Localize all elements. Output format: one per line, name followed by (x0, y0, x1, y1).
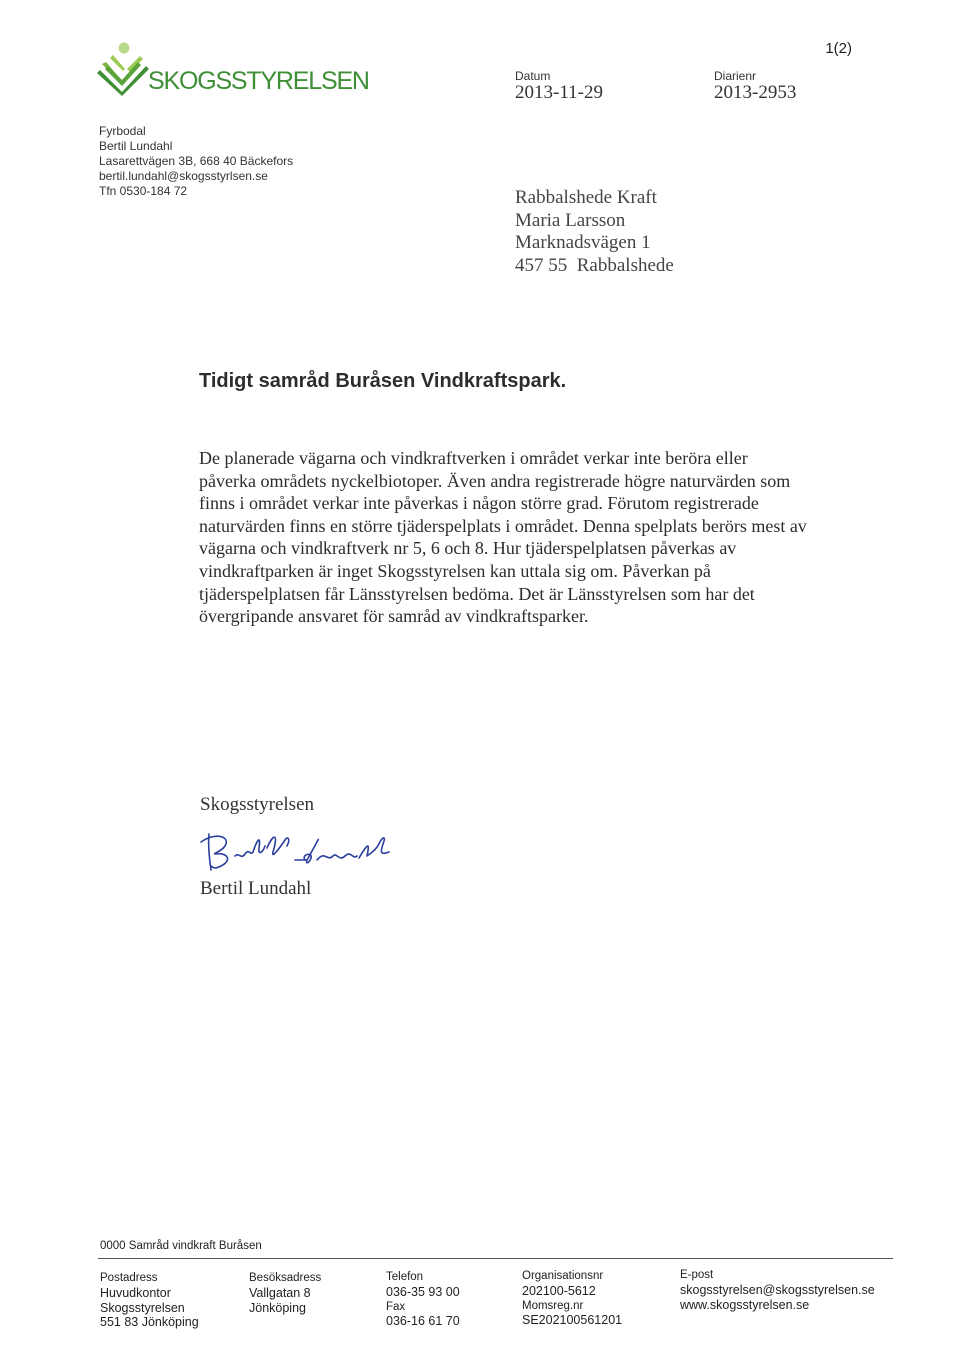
page-number: 1(2) (825, 40, 852, 57)
footer-phone-fax (386, 1270, 460, 1329)
footer-divider (98, 1258, 893, 1259)
footer-value: Huvudkontor (100, 1285, 171, 1300)
diarienr-label: Diarienr (714, 69, 757, 83)
footer-value: 036-35 93 00 (386, 1284, 460, 1299)
logo-wordmark: SKOGSSTYRELSEN (148, 67, 369, 95)
footer-value: Vallgatan 8 (249, 1285, 311, 1300)
footer-label: Momsreg.nr (522, 1299, 584, 1312)
footer-contact (680, 1268, 875, 1312)
footer-visiting-address (249, 1271, 321, 1315)
recipient-company: Rabbalshede Kraft (515, 187, 657, 208)
footer-label: E-post (680, 1269, 714, 1281)
sender-email: bertil.lundahl@skogsstyrlsen.se (99, 169, 268, 183)
sender-office: Fyrbodal (99, 124, 146, 138)
letter-body (199, 447, 809, 628)
sender-street: Lasarettvägen 3B, 668 40 Bäckefors (99, 154, 294, 168)
recipient-name: Maria Larsson (515, 209, 626, 231)
body-paragraph: De planerade vägarna och vindkraftverken i området verkar inte beröra eller påverka områdets nyckelbiotoper. Även andra registrerade högre naturvärden som finns i området verkar inte påverkas i någon större grad. Förutom registrerade naturvärden finns en större tjäderspelplats i området. Denna spelplats berörs mest av vägarna och vindkraftverk nr 5, 6 och 8. Hur tjäderspelplatsen påverkas av vindkraftparken är inget Skogsstyrelsen kan uttala sig om. Påverkan på tjäderspelplatsen får Länsstyrelsen bedöma. Det är Länsstyrelsen som har det övergripande ansvaret för samråd av vindkraftsparker. (199, 448, 807, 627)
diarienr-value: 2013-2953 (714, 82, 797, 103)
recipient-street: Marknadsvägen 1 (515, 232, 651, 253)
footer-postal-address (100, 1271, 199, 1330)
footer-value: 202100-5612 (522, 1283, 596, 1298)
footer-value: 036-16 61 70 (386, 1314, 460, 1329)
footer-value: Skogsstyrelsen (100, 1300, 185, 1315)
footer-organisation (522, 1269, 622, 1328)
skogsstyrelsen-logo (96, 40, 369, 98)
footer-label: Organisationsnr (522, 1270, 604, 1282)
footer-label: Postadress (100, 1272, 158, 1284)
footer-label: Fax (386, 1300, 406, 1313)
footer-email: skogsstyrelsen@skogsstyrelsen.se (680, 1282, 875, 1297)
footer-value: SE202100561201 (522, 1313, 623, 1328)
leaf-logo-icon (96, 40, 152, 98)
footer-label: Besöksadress (249, 1272, 322, 1284)
footer-website: www.skogsstyrelsen.se (680, 1297, 810, 1312)
sender-name: Bertil Lundahl (99, 139, 173, 153)
date-value: 2013-11-29 (515, 82, 603, 103)
closing-organization: Skogsstyrelsen (200, 794, 314, 815)
document-reference: 0000 Samråd vindkraft Buråsen (100, 1240, 262, 1252)
sender-address (99, 124, 293, 199)
recipient-postal: 457 55 Rabbalshede (515, 254, 674, 276)
footer-value: Jönköping (249, 1300, 306, 1315)
sender-phone: Tfn 0530-184 72 (99, 184, 188, 198)
footer-value: 551 83 Jönköping (100, 1315, 199, 1330)
handwritten-signature (195, 826, 405, 882)
signer-name: Bertil Lundahl (200, 878, 312, 899)
footer-label: Telefon (386, 1271, 424, 1283)
recipient-address (515, 187, 674, 277)
letter-subject: Tidigt samråd Buråsen Vindkraftspark. (199, 370, 567, 392)
date-label: Datum (515, 69, 551, 83)
